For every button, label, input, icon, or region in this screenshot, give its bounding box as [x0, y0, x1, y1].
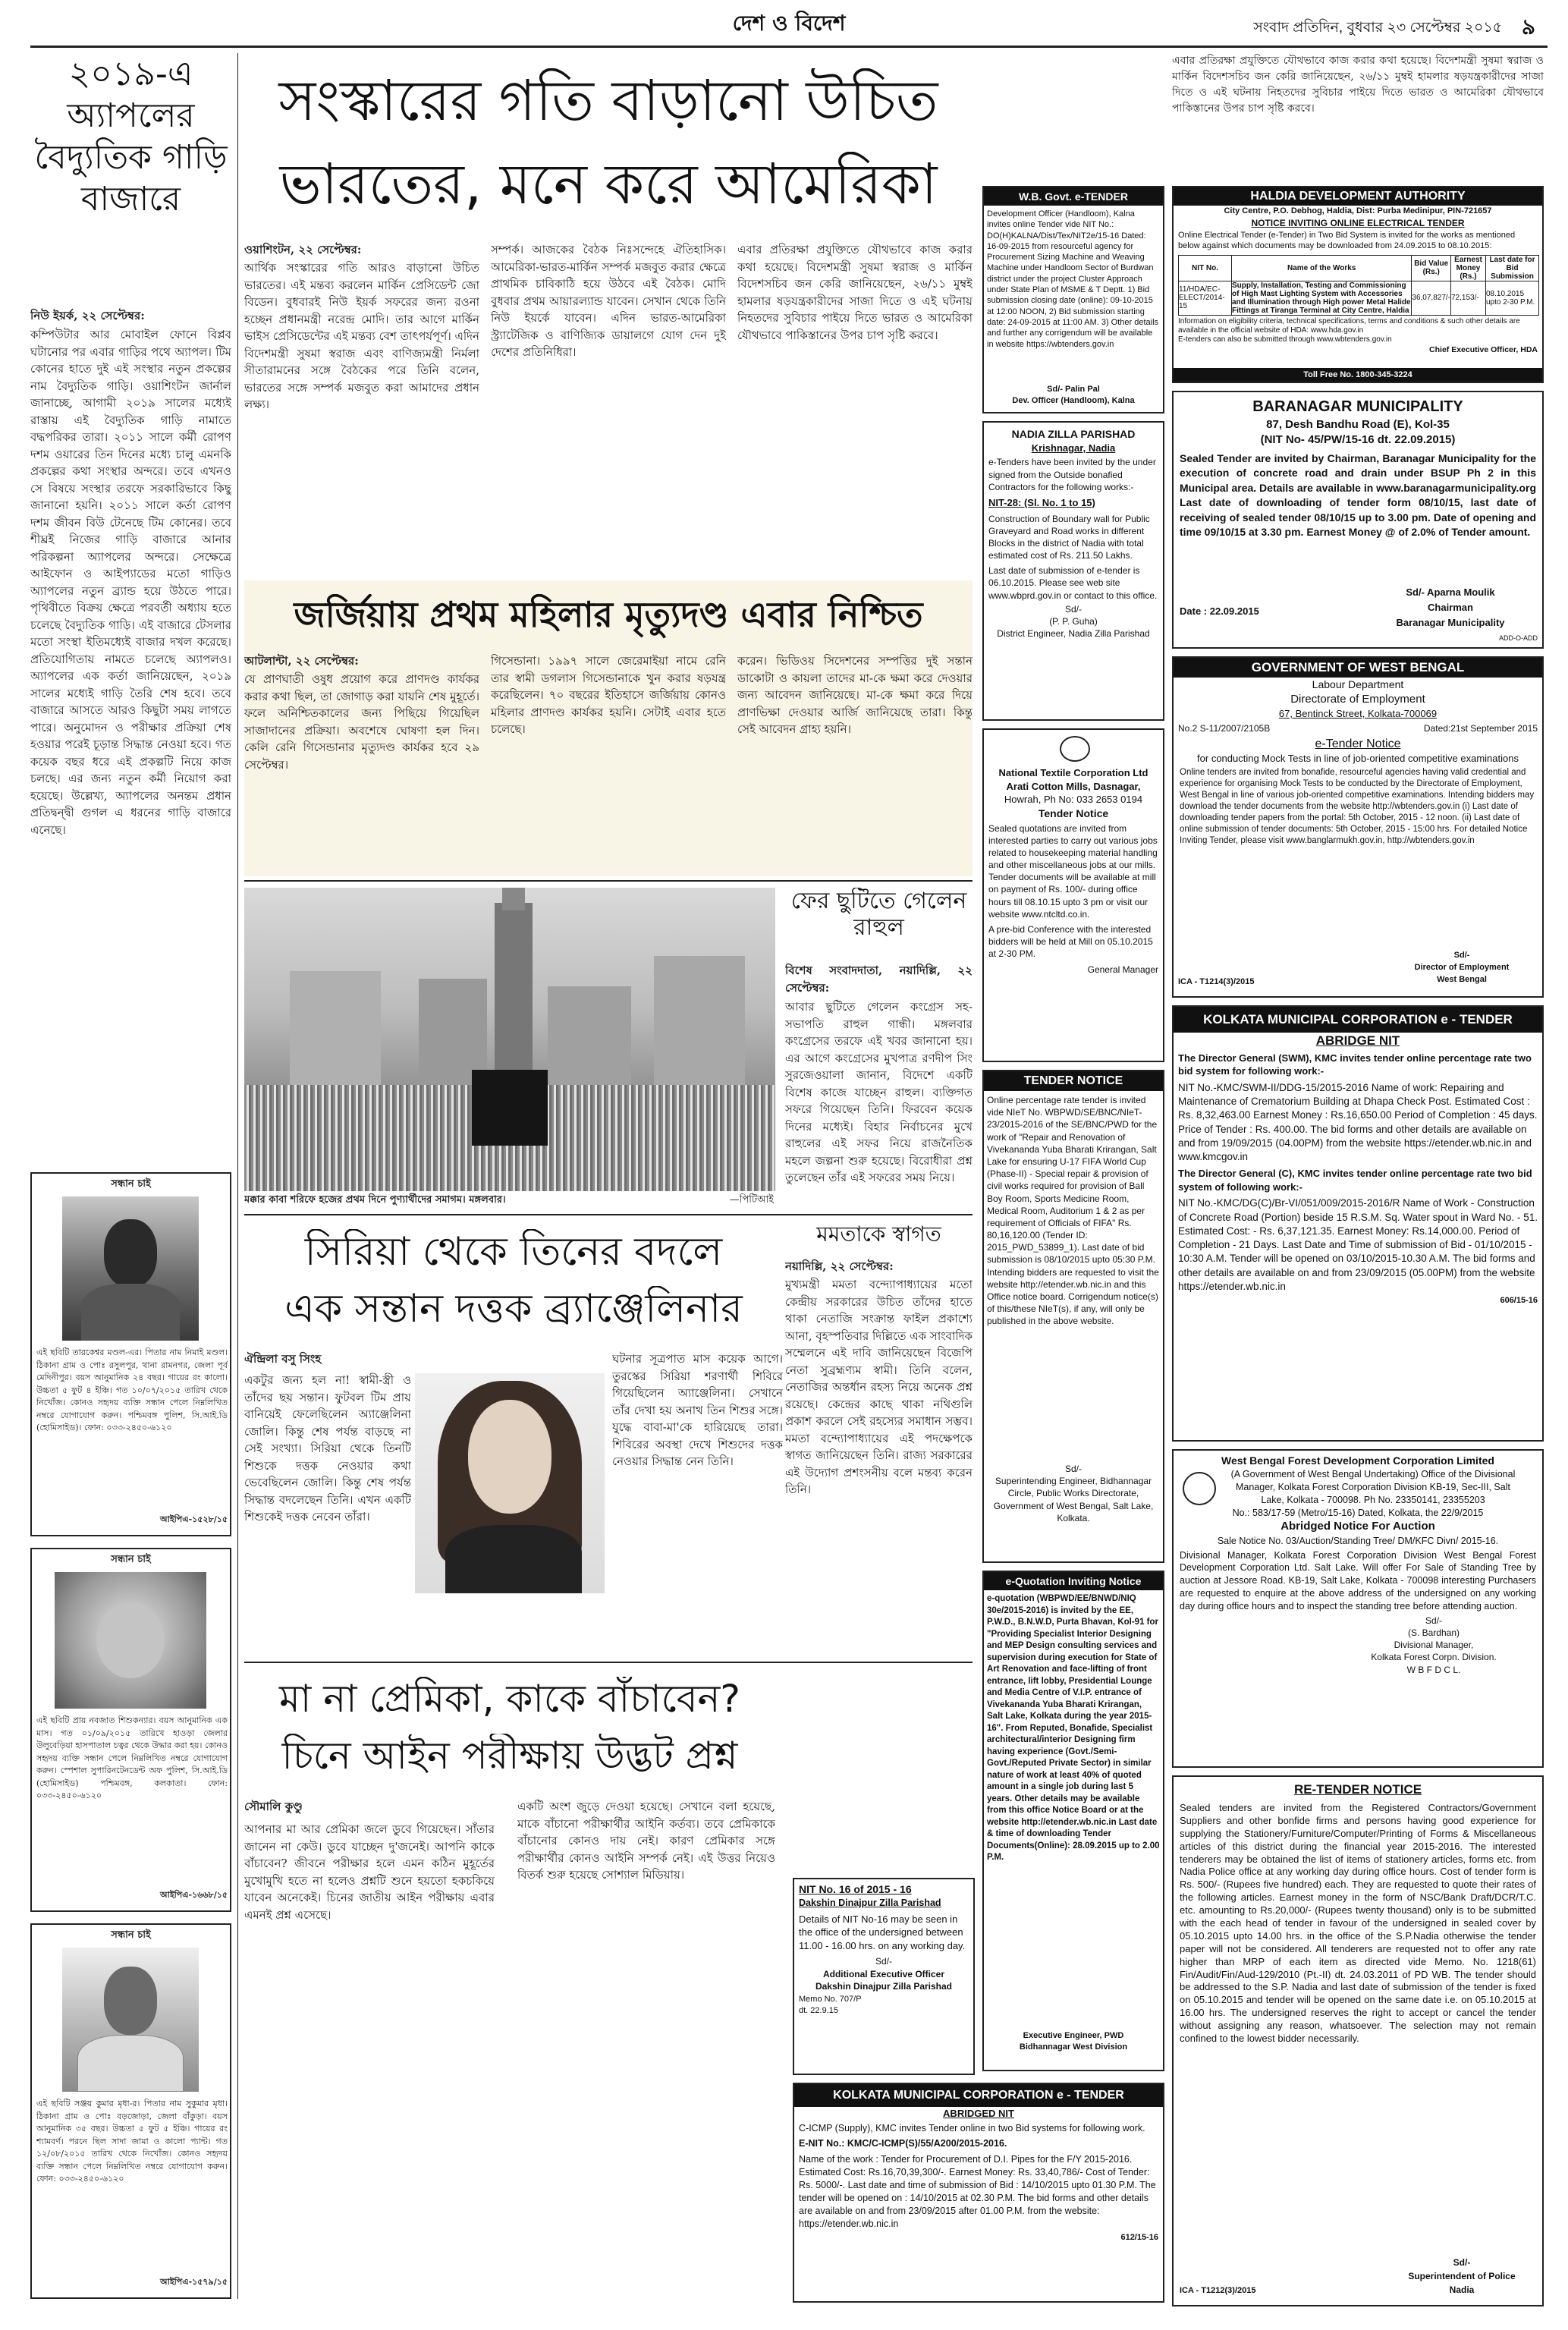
apple-story: [30, 53, 231, 1138]
ad-sign3: District Engineer, Nadia Zilla Parishad: [997, 628, 1150, 640]
ad-forest: [1172, 1449, 1544, 1768]
ad-sign: Sd/-: [875, 1956, 892, 1967]
ad-body1b: NIT No.-KMC/SWM-II/DDG-15/2015-2016 Name of work: Repairing and Maintenance of Crematorium Building at Dhapa Check Post. Estimated Cost : Rs. 8,32,463.00 Earnest Money : Rs.16,650.00 Period of Completion : 45 days. Price of Tender : Rs. 400.00. The bid forms and other details are available on and from 19/09/2015 (04.00PM) from the website https://etender.wb.nic.in and www.kmcgov.in: [1178, 1082, 1538, 1163]
ad-sign2: Superintendent of Police: [1408, 2271, 1516, 2281]
notice-code: আইপিএ-১৫২৮/১৫: [160, 1514, 228, 1524]
main-col1: আর্থিক সংস্কারের গতি আরও বাড়ানো উচিত ভারতের। এই মন্তব্য করলেন মার্কিন প্রেসিডেন্ট জো বিডেন। বুধবারই নিউ ইয়র্ক সফরের জন্য রওনা হচ্ছেন প্রধানমন্ত্রী নরেন্দ্র মোদি। তার আগে মার্কিন ভাইস প্রেসিডেন্টের এই মন্তব্য বেশ তাৎপর্যপূর্ণ। এদিন বিদেশমন্ত্রী সুষমা স্বরাজ এবং বাণিজ্যমন্ত্রী নির্মলা সীতারামনের সঙ্গে বৈঠকের পরে তিনি বলেন, ভারতের সঙ্গে সম্পর্ক মজবুত করা আমাদের প্রধান লক্ষ্য।: [244, 261, 479, 411]
ad-notice: NOTICE INVITING ONLINE ELECTRICAL TENDER: [1251, 217, 1465, 228]
apple-body: কম্পিউটার আর মোবাইল ফোনে বিপ্লব ঘটানোর পর এবার গাড়ির পথে অ্যাপল। টিম কোনের হাতে দুই এই সংস্থার নতুন প্রকল্পের নাম বৈদ্যুতিক গাড়ি। ওয়াশিংটন জার্নাল জানাচ্ছে, আগামী ২০১৯ সালের মধ্যেই রাস্তায় এই বৈদ্যুতিক গাড়ি নামাতে বদ্ধপরিকর তারা। ২০১১ সালে কর্মী রোপণ দশম ওয়ারের তিন দিনের মধ্যে চালু এমনকি প্রকল্পের কথা সংস্থার অন্দরে। তবে এখনও সে বিষয়ে সংস্থার তরফে সরকারিভাবে কিছু জানানো হয়নি। ২০১১ সালে কর্তা রোপণ দশম জীবন বিউ টেনেছে টিম কোনের। তবে শীঘ্রই নিজের গাড়ি বাজারে আনার পরিকল্পনা অ্যাপলের অন্দরে। সেক্ষেত্রে আইফোন ও আইপ্যাডের মতো গাড়িও অ্যাপলের নতুন ব্র্যান্ড হয়ে উঠতে পারে। পৃথিবীতে বিক্রয় ক্ষেত্রে পরবর্তী অধ্যায় হতে চলেছে বৈদ্যুতিক গাড়ি। এই বাজারে টেসলার মতো সংস্থা ইতিমধ্যেই বাজার দখল করেছে। প্রতিযোগিতায় নামতে চলেছে অ্যাপলও। অ্যাপলের এক কর্তা জানিয়েছেন, ২০১৯ সালের মধ্যেই গাড়ি তৈরি শেষ হবে। তবে বাজারে আসতে আরও কিছুটা সময় লাগতে পারে। অনুমোদন ও পরীক্ষার প্রক্রিয়া শেষ হওয়ার পরেই চূড়ান্ত সিদ্ধান্ত নেওয়া হবে। গত কয়েক বছর ধরে এই প্রকল্পটি নিয়ে কাজ চলছে। এর জন্য নতুন কর্মী নিয়োগ করা হয়েছে। উল্লেখ্য, অ্যাপলের অনন্তম প্রধান প্রতিদ্বন্দ্বী গুগল এ ধরনের গাড়ি বাজারে এনেছে।: [30, 328, 231, 837]
main-dateline: ওয়াশিংটন, ২২ সেপ্টেম্বর:: [244, 243, 362, 256]
ad-sign2: Additional Executive Officer: [822, 1968, 945, 1979]
ad-tender-notice: [982, 1070, 1164, 1563]
ad-code: 612/15-16: [1120, 2232, 1158, 2242]
ad-sign: Executive Engineer, PWD: [1023, 2031, 1124, 2040]
main-story: [244, 53, 973, 577]
table-cell: Supply, Installation, Testing and Commissioning of High Mast Lighting System with Accessories and Illumination through High power Metal Halide Fittings at Tiranga Terminal at City Centre, Haldia: [1232, 281, 1411, 315]
ad-sign2: (P. P. Guha): [1049, 616, 1098, 627]
ad-dept: Labour Department: [1312, 678, 1404, 690]
ad-kmc-bottom: [793, 2083, 1164, 2303]
ad-sign: Chief Executive Officer, HDA: [1429, 344, 1538, 354]
georgia-story: [244, 580, 973, 876]
ad-abridge: ABRIDGED NIT: [943, 2108, 1014, 2119]
ad-code: ICA - T1212(3)/2015: [1180, 2286, 1256, 2295]
section-divider: [244, 1214, 973, 1215]
ad-title: RE-TENDER NOTICE: [1293, 1782, 1422, 1797]
ad-title: GOVERNMENT OF WEST BENGAL: [1174, 658, 1542, 678]
ma-na-headline-line2: চিনে আইন পরীক্ষায় উদ্ভট প্রশ্ন: [281, 1734, 738, 1778]
ad-title: National Textile Corporation Ltd Arati Cotton Mills, Dasnagar,: [998, 767, 1149, 792]
ad-address: 87, Desh Bandhu Road (E), Kol-35: [1266, 418, 1450, 431]
ad-national-textile: [982, 728, 1164, 1062]
col-divider: [237, 53, 238, 2299]
rahul-story: [785, 888, 973, 1206]
ad-code: ICA - T1214(3)/2015: [1178, 977, 1255, 986]
ad-sub: Howrah, Ph No: 033 2653 0194: [1004, 794, 1143, 806]
ad-sign3: Baranagar Municipality: [1396, 617, 1505, 628]
header-rule: [30, 46, 1548, 48]
table-header: Last date for Bid Submission: [1486, 255, 1539, 281]
main-headline-line2: ভারতের, মনে করে আমেরিকা: [279, 152, 938, 217]
ad-body2: Construction of Boundary wall for Public Graveyard and Road works in different Blocks in the district of Nadia with total estimated cost of Rs. 211.50 Lakhs.: [988, 513, 1150, 561]
table-header: Bid Value (Rs.): [1412, 255, 1451, 281]
ad-sign: Sd/-: [1453, 951, 1470, 960]
mamata-body: মুখ্যমন্ত্রী মমতা বন্দ্যোপাধ্যায়ের মতো কেন্দ্রীয় সরকারের উচিত তাঁদের হাতে থাকা নেতাজি সংক্রান্ত ফাইল প্রকাশ্যে আনা, বৃহস্পতিবার দিল্লিতে এক সাংবাদিক সম্মেলনে এই দাবি জানিয়েছেন বিজেপি নেতা সুব্রহ্মণ্যম স্বামী। তিনি বলেন, নেতাজির অন্তর্ধান রহস্য নিয়ে অনেক প্রশ্ন রয়েছে। কেন্দ্রের কাছে থাকা নথিগুলি প্রকাশ করলে সেই রহস্যের সমাধান সম্ভব। মমতা বন্দ্যোপাধ্যায়ের এই পদক্ষেপকে স্বাগত জানিয়েছেন তিনি। রাজ্য সরকারের এই উদ্যোগ প্রশংসনীয় বলে মন্তব্য করেন তিনি।: [785, 1278, 973, 1496]
ad-notice2: for conducting Mock Tests in line of job-oriented competitive examinations: [1197, 753, 1519, 765]
ad-sign2: Dev. Officer (Handloom), Kalna: [1012, 395, 1135, 405]
ad-wb-tender: [982, 186, 1164, 413]
georgia-dateline: আটলান্টা, ২২ সেপ্টেম্বর:: [244, 654, 359, 668]
dateline: সংবাদ প্রতিদিন, বুধবার ২৩ সেপ্টেম্বর ২০১৫: [1253, 20, 1502, 36]
ad-body2: A pre-bid Conference with the interested bidders will be held at Mill on 05.10.2015 at 2-30 PM.: [988, 924, 1153, 960]
ad-body: Sealed quotations are invited from interested parties to carry out various jobs related to housekeeping material handling and other miscellaneous jobs at our mills. Tender documents will be available at mill on payment of Rs. 100/- during office hours till 08.10.15 upto 3 pm or visit our website www.ntcltd.co.in.: [988, 822, 1158, 920]
ad-sign3: Dakshin Dinajpur Zilla Parishad: [815, 1980, 953, 1992]
missing-person-photo: [62, 1948, 199, 2092]
ad-body: Online tenders are invited from bonafide, resourceful agencies having valid credential and experience for organising Mock Tests to be conducted by the Directorate of Employment, West Bengal in line of various job-oriented competitive examinations. Intending bidders may download the tender documents from the website http://wbtenders.gov.in (i) Last date of downloading tender papers from the portal: 5th October, 2015 - 12 noon. (ii) Last date of online submission of tender documents: 5th October, 2015 - 15:00 hrs. For detailed Notice Inviting Tender, please visit www.banglarmukh.gov.in, http://wbtenders.gov.in: [1180, 768, 1535, 845]
main-headline-line1: সংস্কারের গতি বাড়ানো উচিত: [278, 68, 938, 134]
mecca-caption: মক্কার কাবা শরিফে হজের প্রথম দিনে পুণ্যার্থীদের সমাগম। মঙ্গলবার।: [244, 1194, 506, 1206]
ad-sub: Krishnagar, Nadia: [1031, 442, 1116, 454]
ad-body: Sealed tenders are invited from the Registered Contractors/Government Suppliers and other bonfide firms and persons having good experience for supplying the Stationery/Furniture/Computer/Printing of Forms & Miscellaneous articles of this district during the financial year 2015-2016. The interested tenderers may be obtained the list of items of stationery articles, forms etc. from Nadia Police office at any working day during office hours. Cost of tender form is Rs. 500/- (Rupees five hundred) each. They are requested to quote their rates of the following articles. Earnest money in the form of NSC/Bank Draft/DCR/T.C. etc. amounting to Rs.20,000/- (Rupees twenty thousand) only is to be submitted with the each head of tender in favour of the undersigned in sealed cover by 05.10.2015 upto 14.00 hrs. in the office of the S.P.Nadia otherwise the tender paper will not be considered. All tenderers are requested not to offer any rate higher than MRP of each item as directed vide Memo. No. 1218(61) Fin/Audit/Fin/Aud-129/2010 (Pt.-II) dt. 24.03.2011 of PD WB. The tender should be addressed to the S.P. Nadia and last date of submission of the tender is fixed on 05.10.2015 and tender will be opened on the same date i.e. on 05.10.2015 at 16.00 hrs. The undersigned reserves the right to accept or cancel the tender without assigning any reason, whatsoever. The selection may not remain confined to the lowest bidder necessarily.: [1180, 1801, 1536, 2044]
ad-sign: Sd/-: [1453, 2257, 1471, 2268]
notice-label: সন্ধান চাই: [111, 1554, 151, 1565]
table-header: Earnest Money (Rs.): [1451, 255, 1486, 281]
continued-story: [1172, 53, 1544, 182]
ad-sub2: Sale Notice No. 03/Auction/Standing Tree/ DM/KFC Divn/ 2015-16.: [1217, 1535, 1499, 1546]
notice-label: সন্ধান চাই: [111, 1178, 151, 1190]
ad-dakshin-dinajpur: [793, 1878, 975, 2075]
ad-body3: Last date of submission of e-tender is 06.10.2015. Please see web site www.wbprd.gov.in or contact to this office.: [988, 565, 1158, 601]
ma-na-byline: সৌমালি কুণ্ডু: [244, 1800, 303, 1813]
ad-sub: (A Government of West Bengal Undertaking) Office of the Divisional Manager, Kolkata Forest Corporation Division KB-19, Sec-III, Salt Lake, Kolkata - 700098. Ph No. 23350141, 23355203: [1230, 1468, 1516, 1505]
ad-tollfree: Toll Free No. 1800-345-3224: [1174, 368, 1542, 382]
forest-logo-icon: [1183, 1472, 1216, 1505]
jolie-headline-line2: এক সন্তান দত্তক ব্র্যাঞ্জেলিনার: [284, 1286, 743, 1332]
mecca-photo: [244, 888, 775, 1191]
mamata-headline: মমতাকে স্বাগত: [816, 1222, 941, 1247]
ad-sign3: West Bengal: [1437, 975, 1487, 984]
ma-na-headline-line1: মা না প্রেমিকা, কাকে বাঁচাবেন?: [279, 1677, 740, 1721]
ad-body: Sealed Tender are invited by Chairman, Baranagar Municipality for the execution of concrete road and drain under BSUP Ph 2 in this Municipal area. Details are available in www.baranagarmunicipality.org Last date of downloading of tender form 08/10/15, last date of receiving of sealed tender 08/10/15 up to 3.00 pm. Date of opening and time 09/10/15 at 3.30 pm. Earnest Money @ of 2.0% of Tender amount.: [1180, 451, 1536, 539]
ad-foot2: E-tenders can also be submitted through www.wbtenders.gov.in: [1178, 335, 1392, 344]
ad-dir: Directorate of Employment: [1290, 692, 1425, 706]
table-header: NIT No.: [1179, 255, 1232, 281]
ad-sign2: Superintending Engineer, Bidhannagar Circle, Public Works Directorate, Government of West Bengal, Salt Lake, Kolkata.: [993, 1476, 1154, 1523]
ad-title: KOLKATA MUNICIPAL CORPORATION e - TENDER: [794, 2084, 1163, 2107]
ad-nit: NIT-28: (Sl. No. 1 to 15): [988, 497, 1095, 508]
notice-text: এই ছবিটি সঞ্জয় কুমার মৃধা-র। পিতার নাম সুকুমার মৃধা। ঠিকানা গ্রাম ও পোঃ বড়জোড়া, জেলা বাঁকুড়া। বয়স আনুমানিক ৩৫ বছর। উচ্চতা ৫ ফুট ৫ ইঞ্চি। গায়ের রং শ্যামবর্ণ। পরনে ছিল সাদা জামা ও কালো প্যান্ট। গত ১২/০৮/২০১৫ তারিখ থেকে নিখোঁজ। কোনও সহৃদয় ব্যক্তি সন্ধান পেলে নিম্নলিখিত নম্বরে যোগাযোগ করুন। ফোন: ০৩৩-২৪৫০-৬১২০: [36, 2099, 228, 2184]
ad-nit: (NIT No- 45/PW/15-16 dt. 22.09.2015): [1260, 433, 1456, 447]
ad-code: ADD-O-ADD: [1499, 634, 1538, 642]
missing-person-notice: [30, 1923, 231, 2299]
georgia-col1: যে প্রাণঘাতী ওষুধ প্রয়োগ করে প্রাণদণ্ড কার্যকর করার কথা ছিল, তা জোগাড় করা যায়নি শেষ মুহূর্তে। ফলে অনিশ্চিতকালের জন্য পিছিয়ে গিয়েছিল সাজাদানের প্রক্রিয়া। অবশেষে ঘোষণা হল দিন। কেলি রেনি গিসেন্ডানার মৃত্যুদণ্ড কার্যকর হবে ২৯ সেপ্টেম্বর।: [244, 672, 479, 772]
section-divider: [244, 1662, 973, 1663]
table-cell: 11/HDA/EC-ELECT/2014-15: [1179, 281, 1232, 315]
ad-body: Details of NIT No-16 may be seen in the office of the undersigned between 11.00 - 16.00 hrs. on any working day.: [799, 1913, 966, 1951]
jolie-headline-line1: সিরিয়া থেকে তিনের বদলে: [304, 1229, 723, 1275]
ad-sign2: (S. Bardhan): [1407, 1627, 1460, 1639]
table-cell: 08.10.2015 upto 2-30 P.M.: [1486, 281, 1539, 315]
ad-body: Development Officer (Handloom), Kalna invites online Tender vide NIT No.: DO(H)KALNA/Dist/Tex/NIT2e/15-16 Dated: 16-09-2015 from resourceful agency for Procurement Sizing Machine and Weaving Machine under Handloom Sector of Burdwan district under the project Cluster Approach under State Plan of MSME & T Deptt. 1) Bid submission closing date (online): 09-10-2015 at 12:00 NOON, 2) Bid submission starting date: 24-09-2015 at 11:00 AM. 3) Other details and further any corrigendum will be available in website https://wbtenders.gov.in: [987, 209, 1159, 349]
ad-sign2: Director of Employment: [1414, 963, 1510, 972]
ad-body: Online percentage rate tender is invited vide NIeT No. WBPWD/SE/BNC/NIeT-23/2015-2016 of the SE/BNC/PWD for the work of "Repair and Renovation of Vivekananda Yuba Bharati Krirangan, Salt Lake for ensuring U-17 FIFA World Cup (Phase-II) - Special repair & provision of civil works required for provision of Ball Boy Room, Sports Medicine Room, Medical Room, Auditorium 1 & 2 as per requirement of Officials of FIFA" Rs. 80,16,120.00 (Tender ID: 2015_PWD_53899_1). Last date of bid submission is 08/10/2015 upto 05:30 P.M. Intending bidders are requested to visit the website http://etender.wb.nic.in and this Office notice board. Corrigendum notice(s) of this/these NIeT(s), if any, will only be published in the above website.: [987, 1095, 1159, 1327]
missing-person-photo: [55, 1572, 206, 1709]
ad-body1: The Director General (SWM), KMC invites tender online percentage rate two bid system for following work:-: [1178, 1052, 1532, 1077]
missing-person-notice: [30, 1548, 231, 1912]
ad-memo-date: dt. 22.9.15: [799, 2005, 838, 2015]
rahul-dateline: বিশেষ সংবাদদাতা, নয়াদিল্লি, ২২ সেপ্টেম্বর:: [785, 964, 973, 995]
ad-title: HALDIA DEVELOPMENT AUTHORITY: [1174, 187, 1542, 206]
missing-person-notice: [30, 1172, 231, 1536]
ad-sign: Sd/-: [1064, 603, 1082, 615]
georgia-headline: জর্জিয়ায় প্রথম মহিলার মৃত্যুদণ্ড এবার নিশ্চিত: [294, 594, 923, 635]
ad-title: West Bengal Forest Development Corporation Limited: [1221, 1454, 1494, 1467]
ad-title: e-Quotation Inviting Notice: [984, 1572, 1163, 1590]
ma-na-story: [244, 1669, 775, 2299]
rahul-body: আবার ছুটিতে গেলেন কংগ্রেস সহ-সভাপতি রাহুল গান্ধী। মঙ্গলবার কংগ্রেসের তরফে এই খবর জানানো হয়। এর আগে কংগ্রেসের মুখপাত্র রণদীপ সিং সুরজেওয়ালা জানান, বিদেশে একটি বিশেষ কাজে যাচ্ছেন রাহুল। ব্যক্তিগত সফরে গিয়েছেন তিনি। ফিরবেন কয়েক দিনের মধ্যেই। বিহার নির্বাচনের মুখে রাহুলের এই সফর নিয়ে রাজনৈতিক মহলে জল্পনা শুরু হয়েছে। বিরোধীরা প্রশ্ন তুলেছেন তাঁর এই সফরের সময় নিয়ে।: [785, 1000, 973, 1184]
mecca-credit: —পিটিআই: [729, 1194, 774, 1206]
table-cell: 36,07,827/-: [1412, 281, 1451, 315]
ad-title: NIT No. 16 of 2015 - 16: [799, 1883, 912, 1895]
ad-sign5: W B F D C L.: [1406, 1664, 1461, 1675]
ad-body2: Name of the work : Tender for Procurement of D.I. Pipes for the F/Y 2015-2016. Estimated Cost: Rs.16,70,39,300/-. Earnest Money: Rs. 33,40,786/- Cost of Tender: Rs. 5000/-. Last date and time of submission of Bid : 14/10/2015 upto 01.30 P.M. The tender will be opened on : 14/10/2015 at 02.30 P.M. The bid forms and other details are available on and from 23/09/2015 after 01.00 P.M. from the website: https://etender.wb.nic.in: [799, 2154, 1156, 2229]
ad-title: NADIA ZILLA PARISHAD: [1011, 428, 1136, 440]
mamata-dateline: নয়াদিল্লি, ২২ সেপ্টেম্বর:: [785, 1259, 894, 1273]
ntc-logo-icon: [1060, 736, 1090, 762]
mamata-story: [785, 1222, 973, 1654]
main-col3: এবার প্রতিরক্ষা প্রযুক্তিতে যৌথভাবে কাজ করার কথা হয়েছে। বিদেশমন্ত্রী সুষমা স্বরাজ ও মার্কিন বিদেশসচিব জন কেরি জানিয়েছেন, ২৬/১১ মুম্বই হামলার ষড়যন্ত্রকারীদের সাজা দিতে ও এই ঘটনায় নিহতদের সুবিচার পাইয়ে দিতে ভারত ও আমেরিকা যৌথভাবে পাকিস্তানের উপর চাপ সৃষ্টি করবে।: [737, 243, 973, 342]
main-col3-continued: এবার প্রতিরক্ষা প্রযুক্তিতে যৌথভাবে কাজ করার কথা হয়েছে। বিদেশমন্ত্রী সুষমা স্বরাজ ও মার্কিন বিদেশসচিব জন কেরি জানিয়েছেন, ২৬/১১ মুম্বই হামলার ষড়যন্ত্রকারীদের সাজা দিতে ও এই ঘটনায় নিহতদের সুবিচার পাইয়ে দিতে ভারত ও আমেরিকা যৌথভাবে পাকিস্তানের উপর চাপ সৃষ্টি করবে।: [1172, 55, 1544, 115]
table-header: Name of the Works: [1232, 255, 1412, 281]
missing-person-photo: [62, 1196, 199, 1341]
apple-dateline: নিউ ইয়র্ক, ২২ সেপ্টেম্বর:: [30, 309, 145, 322]
ad-sign3: Nadia: [1449, 2284, 1475, 2295]
main-col2: সম্পর্ক। আজকের বৈঠক নিঃসন্দেহে ঐতিহাসিক। আমেরিকা-ভারত-মার্কিন সম্পর্ক মজবুত করার ক্ষেত্রে প্রাথমিক চাবিকাঠি হয়ে উঠবে এই বৈঠক। মোদি বুধবার প্রথম আয়ারল্যান্ড যাবেন। সেখান থেকে তিনি নিউ ইয়র্কে যাবেন। এদিন ভারত-আমেরিকা স্ট্র্যাটেজিক ও বাণিজ্যিক ডায়ালগে যোগ দেন দুই দেশের প্রতিনিধিরা।: [491, 243, 726, 359]
ad-sign: Sd/-: [1425, 1615, 1442, 1626]
ad-body2b: NIT No.-KMC/DG(C)/Br-VI/051/009/2015-2016/R Name of Work - Construction of Concrete Road (Portion) beside 15 R.S.M. Sq. Water spout in Ward No. - 51. Estimated Cost: - Rs. 6,37,121.35. Earnest Money: Rs.14,000.00. Period of Completion - 21 Days. Last Date and Time of submission of Bid - 01/10/2015 - 10:30 A.M. Tender will be opened on 03/10/2015-10.30 A.M. The bid forms and other details are available on and from 23/09/2015 (05.00PM) from the website https://etender.wb.nic.in: [1178, 1197, 1538, 1292]
page-number: ৯: [1521, 15, 1536, 38]
ad-nit: E-NIT No.: KMC/C-ICMP(S)/55/A200/2015-2016.: [799, 2138, 1007, 2149]
ad-address: 67, Bentinck Street, Kolkata-700069: [1278, 708, 1438, 720]
ad-title: BARANAGAR MUNICIPALITY: [1252, 398, 1463, 415]
ad-notice: e-Tender Notice: [1315, 737, 1401, 750]
rahul-headline: ফের ছুটিতে গেলেন রাহুল: [790, 888, 967, 942]
ad-intro: Online Electrical Tender (e-Tender) in Two Bid System is invited for the works as mentioned below against which documents may be downloaded from 24.09.2015 to 08.10.2015:: [1178, 231, 1516, 250]
ad-foot1: Information on eligibility criteria, technical specifications, terms and conditions & such other details are available in the official website of HDA: www.hda.gov.in: [1178, 316, 1520, 335]
haldia-tender-table: [1178, 255, 1539, 316]
ad-address: City Centre, P.O. Debhog, Haldia, Dist: Purba Medinipur, PIN-721657: [1224, 206, 1492, 215]
section-title: দেশ ও বিদেশ: [732, 11, 846, 36]
ad-memo: Memo No. 707/P: [799, 1994, 862, 2004]
ad-title: W.B. Govt. e-TENDER: [984, 187, 1163, 206]
ad-baranagar: [1172, 391, 1544, 649]
ad-body: e-quotation (WBPWD/EE/BNWD/NIQ 30e/2015-2016) is invited by the EE, P.W.D., B.N.W.D, Purta Bhavan, Kol-91 for "Providing Specialist Interior Designing and MEP Design consulting services and supervision during execution for State of Art Renovation and face-lifting of front entrance, lift lobby, Presidential Lounge and Media Centre of V.I.P. entrance of Vivekananda Yuba Bharati Krirangan, Salt Lake, Kolkata during the year 2015-16". From Reputed, Bonafide, Specialist architectural/interior Designing firm having experience (Govt./Semi-Govt./Reputed Private Sector) in similar nature of work at least 40% of quoted amount in a single job during last 5 years. Other details may be available from this office Notice Board or at the website http://etender.wb.nic.in Last date & time of downloading Tender Documents(Online): 28.09.2015 up to 2.00 P.M.: [987, 1594, 1160, 1863]
ad-code: 606/15-16: [1500, 1295, 1538, 1305]
ad-sign: General Manager: [1087, 964, 1158, 975]
notice-text: এই ছবিটি তারকেশ্বর মণ্ডল-এর। পিতার নাম নিমাই মণ্ডল। ঠিকানা গ্রাম ও পোঃ রসুলপুর, থানা রামনগর, জেলা পূর্ব মেদিনীপুর। বয়স আনুমানিক ২৪ বছর। গায়ের রং কালো। উচ্চতা ৫ ফুট ৪ ইঞ্চি। গত ১০/০৭/২০১৫ তারিখ থেকে নিখোঁজ। কোনও সহৃদয় ব্যক্তি সন্ধান পেলে নিম্নলিখিত নম্বরে যোগাযোগ করুন। পশ্চিমবঙ্গ পুলিশ, সি.আই.ডি (হোমিসাইড)। ফোন: ০৩৩-২৪৫০-৬১২০: [36, 1347, 228, 1432]
notice-code: আইপিএ-১৫৭৯/১৫: [160, 2277, 228, 2287]
ad-kmc-top: [1172, 1005, 1544, 1442]
page-header: [0, 0, 1568, 47]
ad-abridge: ABRIDGE NIT: [1315, 1033, 1400, 1048]
jolie-col1: একটুর জন্য হল না! স্বামী-স্ত্রী ও তাঁদের ছয় সন্তান। ফুটবল টিম প্রায় বানিয়েই ফেলেছিলেন অ্যাঞ্জেলিনা জোলি। কিন্তু শেষ পর্যন্ত বাড়ছে না সেই সংখ্যা। সিরিয়া থেকে তিনটি শিশুকে দত্তক নেওয়ার কথা ভেবেছিলেন জোলি। কিন্তু শেষ পর্যন্ত সিদ্ধান্ত বদলেছেন তিনি। এখন একটি শিশুকেই দত্তক নেবেন তাঁরা।: [244, 1373, 411, 1523]
ad-sign: Sd/- Aparna Moulik: [1406, 586, 1495, 598]
ad-date: Date : 22.09.2015: [1180, 605, 1259, 617]
notice-text: এই ছবিটি প্রায় নবজাত শিশুকন্যার। বয়স আনুমানিক এক মাস। গত ০১/০৯/২০১৫ তারিখে হাওড়া জেলার উলুবেড়িয়া হাসপাতাল চত্বর থেকে উদ্ধার করা হয়। কোনও সহৃদয় ব্যক্তি সন্ধান পেলে নিম্নলিখিত নম্বরে যোগাযোগ করুন। স্পেশাল সুপারিনটেনডেন্ট অফ পুলিশ, সি.আই.ডি (হোমিসাইড) পশ্চিমবঙ্গ, কলকাতা। ফোন: ০৩৩-২৪৫০-৬১২০: [36, 1715, 228, 1800]
ad-retender: [1172, 1775, 1544, 2306]
ad-haldia: [1172, 186, 1544, 383]
ad-sign: Sd/-: [1064, 1464, 1082, 1474]
ad-body: C-ICMP (Supply), KMC invites Tender online in two Bid systems for following work.: [799, 2122, 1145, 2133]
ad-ref: No.2 S-11/2007/2105B: [1178, 722, 1271, 734]
ad-sign2: Bidhannagar West Division: [1019, 2042, 1128, 2052]
georgia-col2: গিসেন্ডানা। ১৯৯৭ সালে জেরেমাইয়া নামে রেনি তার স্বামী ডগলাস গিসেন্ডানাকে খুন করার ষড়যন্ত্র করেছিলেন। ৭০ বছরের ইতিহাসে জর্জিয়ায় কোনও মহিলার প্রাণদণ্ড কার্যকর হয়নি। সেটাই এবার হতে চলেছে।: [491, 654, 726, 736]
apple-headline: ২০১৯-এ অ্যাপলের বৈদ্যুতিক গাড়ি বাজারে: [34, 55, 228, 219]
jolie-story: [244, 1222, 783, 1593]
ad-body: e-Tenders have been invited by the under signed from the Outside bonafied Contractors for the following works:-: [988, 457, 1156, 492]
ad-sub: Dakshin Dinajpur Zilla Parishad: [799, 1897, 941, 1908]
ad-sign4: Kolkata Forest Corpn. Division.: [1371, 1652, 1497, 1663]
notice-code: আইপিএ-১৬৬৮/১৫: [160, 1890, 228, 1900]
notice-label: সন্ধান চাই: [111, 1929, 151, 1941]
jolie-photo: [415, 1373, 605, 1593]
section-divider: [244, 880, 973, 882]
ma-na-col1: আপনার মা আর প্রেমিকা জলে ডুবে গিয়েছেন। সাঁতার জানেন না কেউ। ডুবে যাচ্ছেন দু'জনেই। আপনি কাকে বাঁচাবেন? জীবনে পরীক্ষার হলে এমন কঠিন মুহূর্তের মুখোমুখি হতে না হলেও প্রশ্নটি শুনে হয়তো হকচকিয়ে যাবেন অনেকেই। চিনের জাতীয় আইন পরীক্ষায় এবার এমনই প্রশ্ন এসেছে।: [244, 1822, 495, 1922]
ad-sign: Sd/- Palin Pal: [1047, 385, 1100, 394]
table-cell: 72,153/-: [1451, 281, 1486, 315]
ad-body: Divisional Manager, Kolkata Forest Corporation Division West Bengal Forest Development Corporation Ltd. Salt Lake. Will offer For Sale of Standing Tree by auction at Jessore Road. KB-19, Salt Lake, Kolkata - 700098 interesting Purchasers are requested to enquire at the above address of the undersigned on any working day during office hours and to inspect the standing tree before attending auction.: [1180, 1549, 1536, 1612]
ad-sign3: Divisional Manager,: [1394, 1640, 1474, 1651]
ad-sign2: Chairman: [1428, 602, 1473, 613]
ad-ref-date: Dated:21st September 2015: [1423, 722, 1538, 734]
ad-govt-wb: [1172, 656, 1544, 998]
georgia-col3: করেন। ভিডিওয় সিদেশনের সম্পত্তির দুই সন্তান ডাকোটা ও কায়লা তাদের মা-কে ক্ষমা করে দেওয়ার জন্য আবেদন জানিয়েছে। মা-কে ক্ষমা করে দিয়ে প্রাণভিক্ষা দেওয়ার আর্জি জানিয়েছে তারা। কিন্তু সেই আবেদন গ্রাহ্য হয়নি।: [737, 654, 973, 736]
jolie-col2: ঘটনার সূত্রপাত মাস কয়েক আগে। তুরস্কের সিরিয়া শরণার্থী শিবিরে গিয়েছিলেন অ্যাঞ্জেলিনা। সেখানে তাঁর দেখা হয় অনাথ তিন শিশুর সঙ্গে। যুদ্ধে বাবা-মা'কে হারিয়েছে তারা। শিবিরের অবস্থা দেখে শিশুদের দত্তক নেওয়ার সিদ্ধান্ত নেন তিনি।: [612, 1352, 783, 1468]
ad-notice: Abridged Notice For Auction: [1280, 1520, 1435, 1533]
ad-equotation: [982, 1571, 1164, 2071]
ad-nadia-zilla: [982, 421, 1164, 721]
ad-title: TENDER NOTICE: [984, 1071, 1163, 1091]
ad-notice: Tender Notice: [1038, 807, 1109, 819]
jolie-byline: ঐন্দ্রিলা বসু সিংহ: [244, 1352, 322, 1366]
ad-ref: No.: 583/17-59 (Metro/15-16) Dated, Kolkata, the 22/9/2015: [1232, 1507, 1484, 1518]
ad-body2: The Director General (C), KMC invites tender online percentage rate two bid system of following work:-: [1178, 1168, 1532, 1193]
ma-na-col2: একটি অংশ জুড়ে দেওয়া হয়েছে। সেখানে বলা হয়েছে, মাকে বাঁচানো পরীক্ষার্থীর আইনি কর্তব্য। তবে প্রেমিকাকে বাঁচানোর কোনও দায় নেই। কারণ প্রেমিকার সঙ্গে পরীক্ষার্থীর কোনও আইনি সম্পর্ক নেই। এই উত্তর নিয়েও বিতর্ক শুরু হয়েছে সোশ্যাল মিডিয়ায়।: [517, 1800, 775, 1882]
ad-title: KOLKATA MUNICIPAL CORPORATION e - TENDER: [1174, 1007, 1542, 1033]
